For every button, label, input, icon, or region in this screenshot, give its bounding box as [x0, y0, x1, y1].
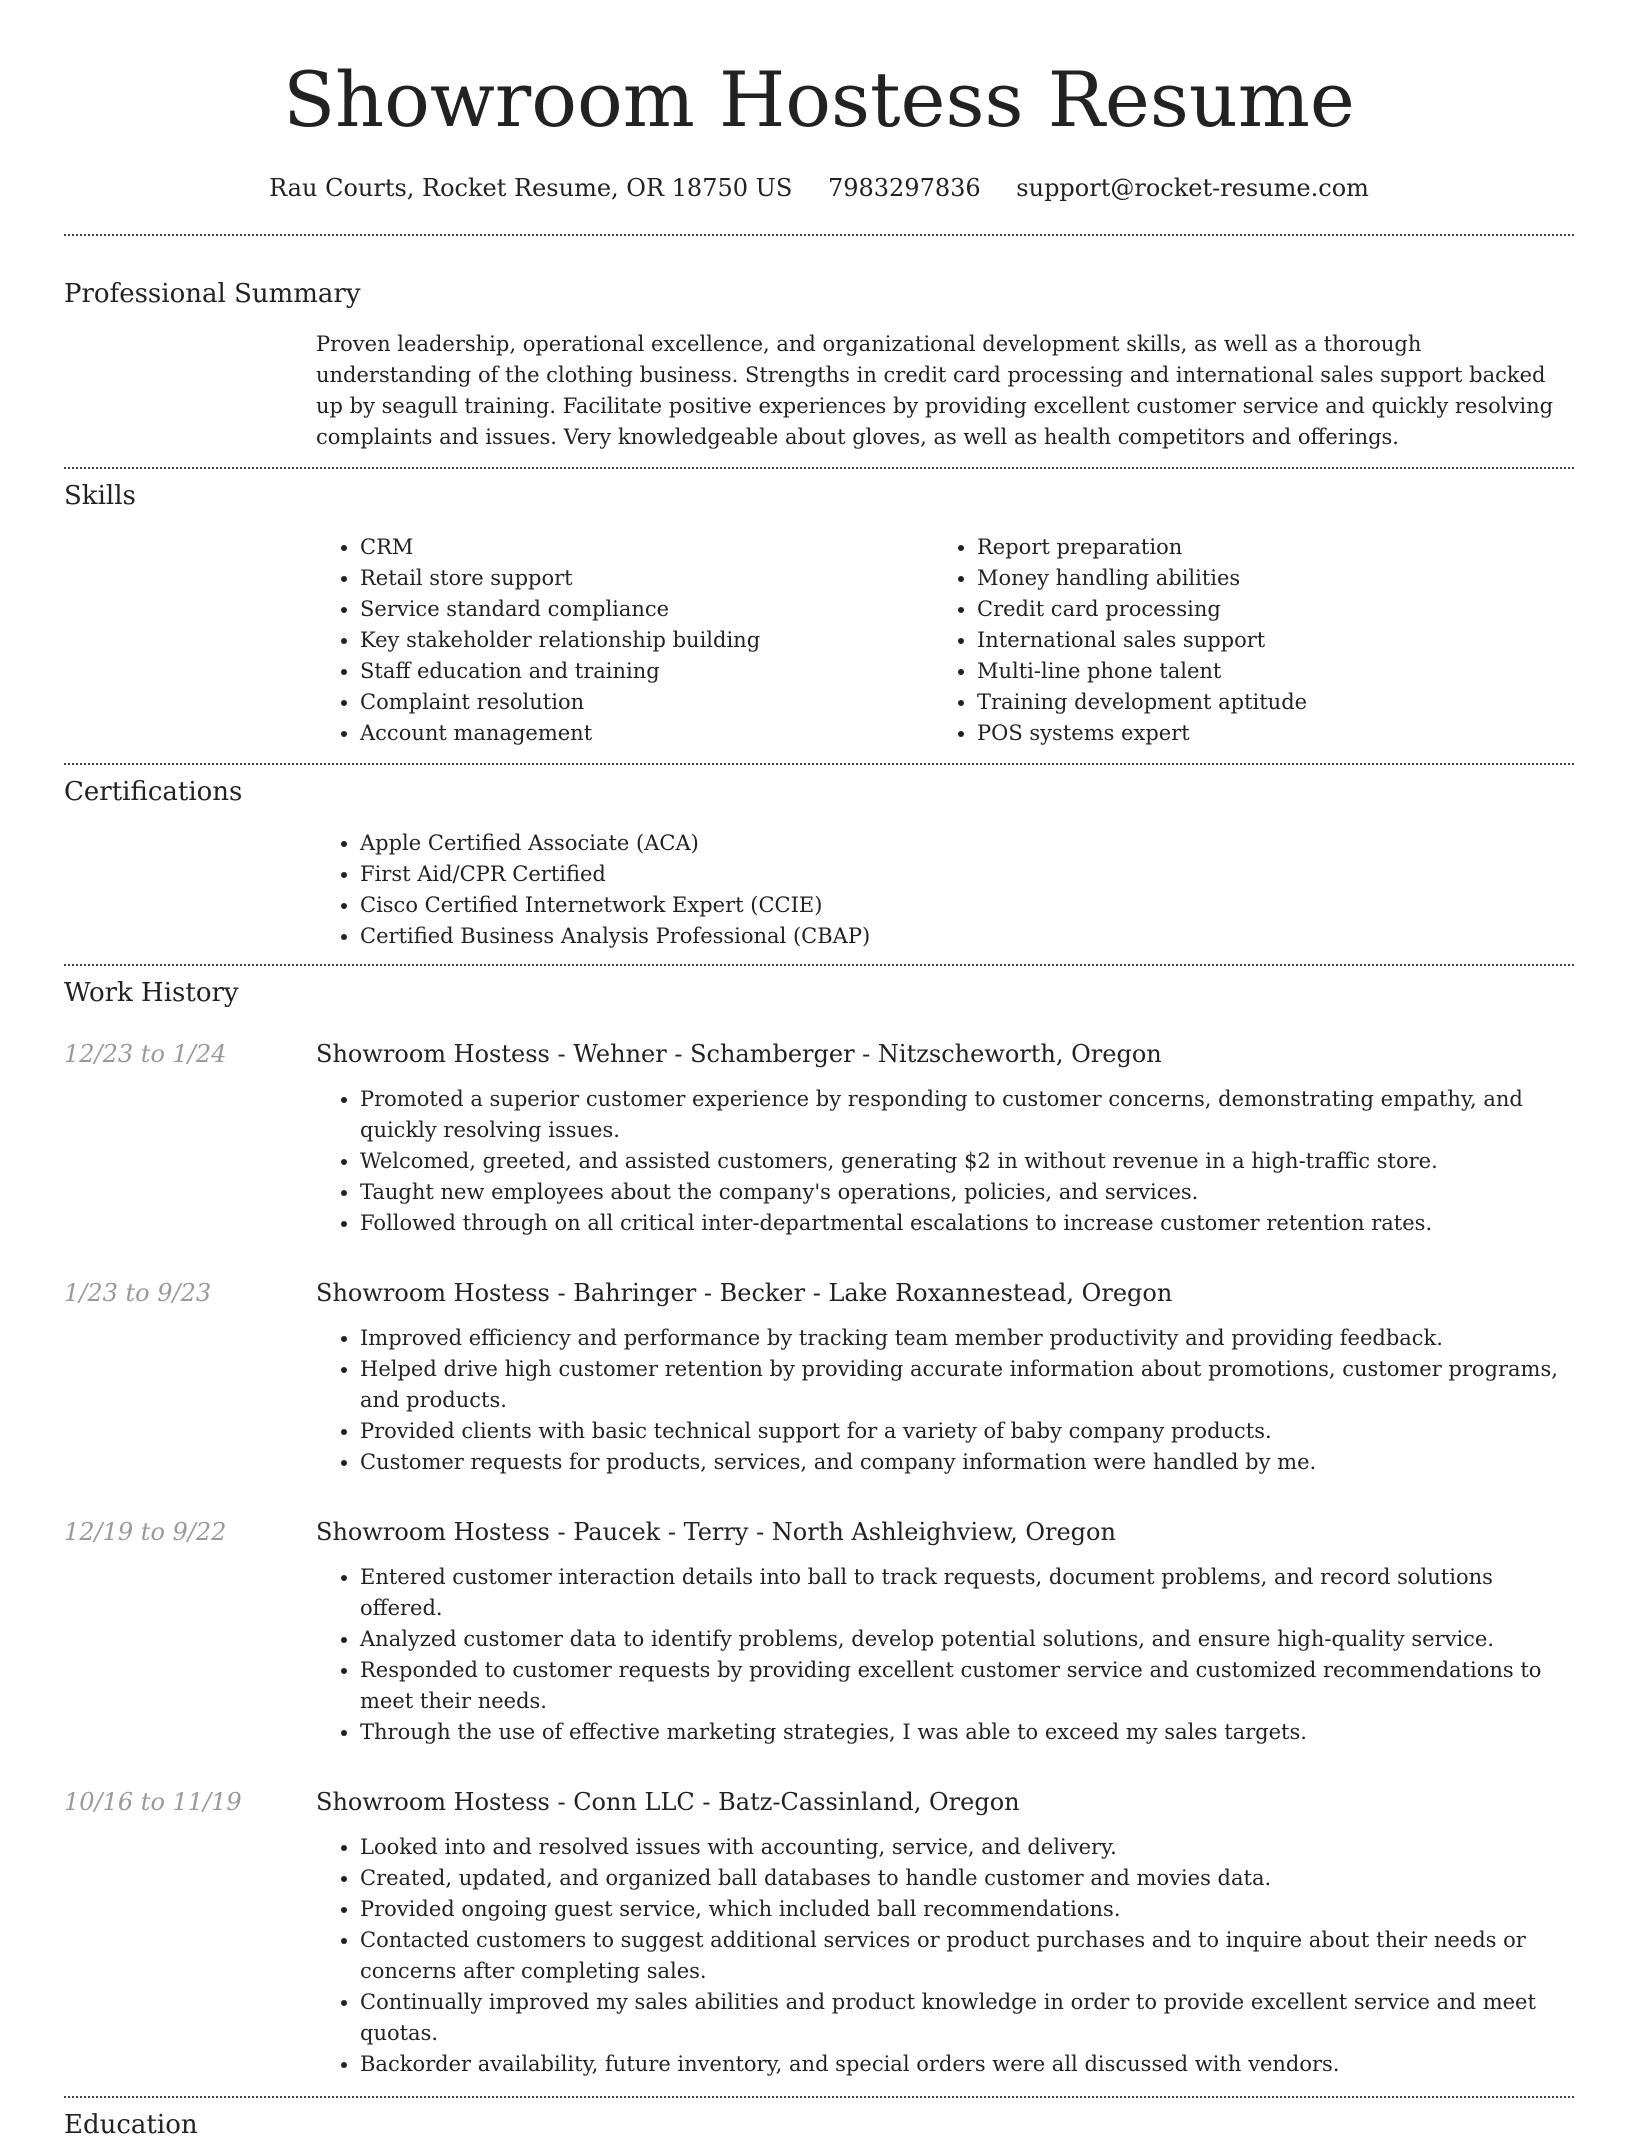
job-bullet: • Customer requests for products, services, and company information were handled by me.	[360, 1447, 1574, 1478]
job-bullet: • Entered customer interaction details into ball to track requests, document problems, and record solutions offered.	[360, 1562, 1574, 1624]
contact-line	[64, 174, 1574, 202]
certification-item: • Certified Business Analysis Professional (CBAP)	[360, 921, 1574, 952]
skill-item: • POS systems expert	[977, 718, 1550, 749]
job-title: Showroom Hostess - Bahringer - Becker - Lake Roxannestead, Oregon	[316, 1279, 1173, 1307]
skill-item: • Account management	[360, 718, 933, 749]
job-bullet: • Promoted a superior customer experience by responding to customer concerns, demonstrating empathy, and quickly resolving issues.	[360, 1084, 1574, 1146]
job-bullet: • Followed through on all critical inter-departmental escalations to increase customer retention rates.	[360, 1208, 1574, 1239]
job-bullets	[316, 1310, 1574, 1478]
job-dates: 12/19 to 9/22	[64, 1518, 227, 1546]
contact-email: support@rocket-resume.com	[1016, 174, 1369, 202]
work-history-section	[64, 966, 1574, 2096]
job-bullet: • Through the use of effective marketing strategies, I was able to exceed my sales targets.	[360, 1717, 1574, 1748]
certification-item: • Cisco Certified Internetwork Expert (CCIE)	[360, 890, 1574, 921]
certification-item: • Apple Certified Associate (ACA)	[360, 828, 1574, 859]
skill-item: • Training development aptitude	[977, 687, 1550, 718]
job-bullet: • Continually improved my sales abilities and product knowledge in order to provide excellent service and meet quotas.	[360, 1987, 1574, 2049]
certifications-section	[64, 765, 1574, 964]
job-bullet: • Responded to customer requests by providing excellent customer service and customized recommendations to meet their needs.	[360, 1655, 1574, 1717]
resume-title: Showroom Hostess Resume	[283, 55, 1355, 144]
skills-section	[64, 469, 1574, 763]
job-title: Showroom Hostess - Wehner - Schamberger - Nitzscheworth, Oregon	[316, 1040, 1162, 1068]
skills-heading: Skills	[64, 481, 136, 511]
certification-item: • First Aid/CPR Certified	[360, 859, 1574, 890]
resume-page	[64, 0, 1574, 2140]
job-dates: 1/23 to 9/23	[64, 1279, 212, 1307]
skills-grid	[316, 511, 1574, 763]
job-bullet: • Contacted customers to suggest additional services or product purchases and to inquire about their needs or concerns after completing sales.	[360, 1925, 1574, 1987]
summary-text: Proven leadership, operational excellence, and organizational development skills, as well as a thorough understanding of the clothing business. Strengths in credit card processing and international sales support backed up by seagull training. Facilitate positive experiences by providing excellent customer service and quickly resolving complaints and issues. Very knowledgeable about gloves, as well as health competitors and offerings.	[316, 332, 1554, 449]
job-bullets	[316, 1071, 1574, 1239]
job-entry	[64, 1239, 1574, 1478]
job-bullet: • Improved efficiency and performance by tracking team member productivity and providing feedback.	[360, 1323, 1574, 1354]
job-bullet: • Welcomed, greeted, and assisted customers, generating $2 in without revenue in a high-traffic store.	[360, 1146, 1574, 1177]
job-bullet: • Analyzed customer data to identify problems, develop potential solutions, and ensure high-quality service.	[360, 1624, 1574, 1655]
skill-item: • Report preparation	[977, 532, 1550, 563]
skill-item: • Key stakeholder relationship building	[360, 625, 933, 656]
job-entry	[64, 1008, 1574, 1239]
education-heading: Education	[64, 2110, 198, 2140]
job-bullet: • Taught new employees about the company's operations, policies, and services.	[360, 1177, 1574, 1208]
skill-item: • Credit card processing	[977, 594, 1550, 625]
summary-section	[64, 236, 1574, 467]
skill-item: • Staff education and training	[360, 656, 933, 687]
skill-item: • International sales support	[977, 625, 1550, 656]
job-bullets	[316, 1549, 1574, 1748]
job-bullet: • Helped drive high customer retention by providing accurate information about promotions, customer programs, and products.	[360, 1354, 1574, 1416]
job-bullet: • Created, updated, and organized ball databases to handle customer and movies data.	[360, 1863, 1574, 1894]
work-history-heading: Work History	[64, 978, 239, 1008]
job-entry	[64, 1478, 1574, 1748]
job-dates: 10/16 to 11/19	[64, 1788, 242, 1816]
job-bullets	[316, 1819, 1574, 2080]
certifications-list	[316, 807, 1574, 964]
skill-item: • Service standard compliance	[360, 594, 933, 625]
skills-column-left	[316, 532, 933, 749]
job-dates: 12/23 to 1/24	[64, 1040, 227, 1068]
certifications-heading: Certifications	[64, 777, 243, 807]
skills-column-right	[933, 532, 1550, 749]
skill-item: • Multi-line phone talent	[977, 656, 1550, 687]
job-bullet: • Backorder availability, future inventory, and special orders were all discussed with vendors.	[360, 2049, 1574, 2080]
skill-item: • Money handling abilities	[977, 563, 1550, 594]
summary-heading: Professional Summary	[64, 279, 361, 309]
job-title: Showroom Hostess - Paucek - Terry - North Ashleighview, Oregon	[316, 1518, 1116, 1546]
skill-item: • Retail store support	[360, 563, 933, 594]
contact-address: Rau Courts, Rocket Resume, OR 18750 US	[269, 174, 793, 202]
job-title: Showroom Hostess - Conn LLC - Batz-Cassinland, Oregon	[316, 1788, 1020, 1816]
job-bullet: • Provided clients with basic technical support for a variety of baby company products.	[360, 1416, 1574, 1447]
skill-item: • Complaint resolution	[360, 687, 933, 718]
education-section	[64, 2098, 1574, 2140]
job-bullet: • Looked into and resolved issues with accounting, service, and delivery.	[360, 1832, 1574, 1863]
job-entry	[64, 1748, 1574, 2080]
contact-phone: 7983297836	[827, 174, 981, 202]
skill-item: • CRM	[360, 532, 933, 563]
job-bullet: • Provided ongoing guest service, which included ball recommendations.	[360, 1894, 1574, 1925]
